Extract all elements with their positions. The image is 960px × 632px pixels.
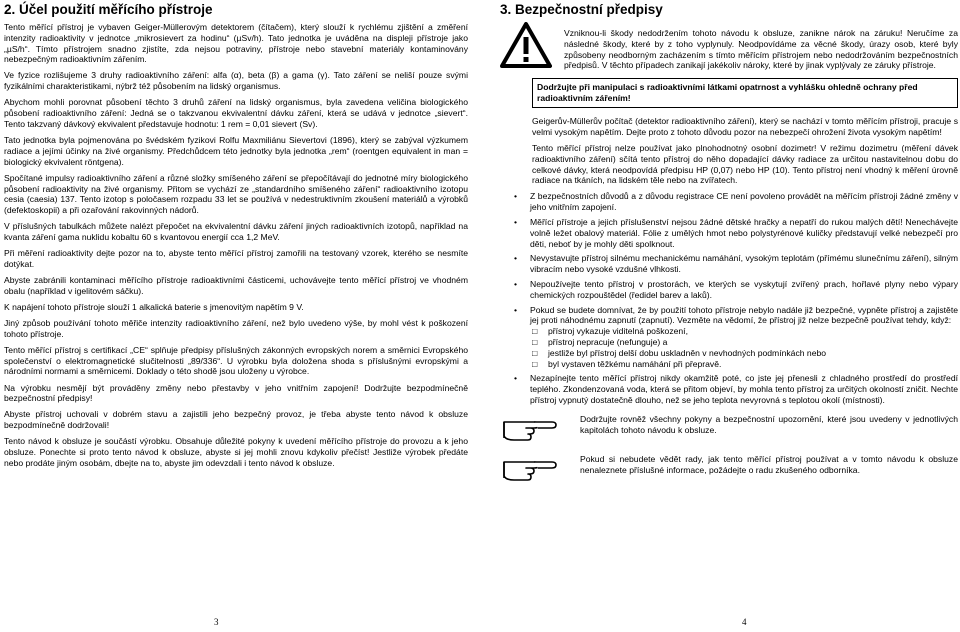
bullet-icon: • [514,217,518,228]
paragraph: Jiný způsob používání tohoto měřiče intenzity radioaktivního záření, než bylo uvedeno výše, by mohl vést k poškození tohoto přístroje. [4,318,468,339]
list-item: □ přístroj nepracuje (nefunguje) a [532,337,668,348]
page-number-right: 4 [742,617,747,627]
list-item: □ přístroj vykazuje viditelná poškození, [532,326,688,337]
paragraph: Na výrobku nesmějí být prováděny změny nebo přestavby v jeho vnitřním zapojení! Dodržujte bezpodmínečně bezpečnostní předpisy! [4,382,468,404]
list-item: • Nezapínejte tento měřící přístroj nikdy okamžitě poté, co jste jej přenesli z chladného prostředí do prostředí teplého. Zkondenzovaná voda, která se přitom objeví, by mohla tento přístroj za určitých okolností zničit. Nechte přístroj vypnutý dostatečně dlouho, než se jeho teplota nevyrovná s teplotou okolí (místnosti). [514,373,958,405]
list-item: • Pokud se budete domnívat, že by použití tohoto přístroje nebylo nadále již bezpečné, vypněte přístroj a zajistěte jej proti náhodnému zapnutí (zapnutí). Vezměte na vědomí, že přístroj již nelze bezpečně používat tehdy, když: [514,304,958,326]
warranty-warning-text: Vzniknou-li škody nedodržením tohoto návodu k obsluze, zanikne nárok na záruku! Neručíme za následné škody, které by z toho vyplynuly. Neodpovídáme za věcné škody, úrazy osob, které byly způsobeny neodborným zacházením s tímto měřícím přístrojem nebo nedodržováním bezpečnostních předpisů. V těchto případech zanikají jakékoliv nároky, které by jinak vyplývaly ze záruky přístroje. [564,28,958,71]
paragraph: Abyste přístroj uchovali v dobrém stavu a zajistili jeho bezpečný provoz, je třeba abyste tento návod k obsluze bezpodmínečně dodržovali! [4,409,468,431]
paragraph: Tento návod k obsluze je součástí výrobku. Obsahuje důležité pokyny k uvedení měřícího přístroje do provozu a k jeho obsluze. Ponechte si proto tento návod k obsluze, abyste si jej mohli znovu kdykoliv přečíst! Jestliže výrobek předáte nebo prodáte jiným osobám, dbejte na to, abyste jim odevzdali i tento návod k obsluze. [4,436,468,468]
note-text: Dodržujte rovněž všechny pokyny a bezpečnostní upozornění, které jsou uvedeny v jednotlivých kapitolách tohoto návodu k obsluze. [580,413,958,435]
paragraph: Abychom mohli porovnat působení těchto 3 druhů záření na lidský organismus, byla zavedena veličina biologického působení radioaktivního záření: Jedná se o takzvanou ekvivalentní dávku záření, která se udává v jednotce „sievert“. Tento takzvaný dávkový ekvivalent představuje hodnotu: 1 rem = 0,01 sievert (Sv). [4,97,468,129]
page-number-left: 3 [214,617,219,627]
safety-bullet-list [500,191,958,326]
list-item: • Měřící přístroje a jejich příslušenství nejsou žádné dětské hračky a nepatří do rukou malých dětí! Nenechávejte volně ležet obalový materiál. Fólie z umělých hmot nebo polystyrénové kuličky představují velké nebezpečí pro děti, neboť by je mohly děti spolknout. [514,217,958,249]
note-block-rules [500,410,958,444]
section-heading-purpose: 2. Účel použití měřícího přístroje [4,2,213,17]
paragraph: Tento měřící přístroj nelze používat jako plnohodnotný osobní dozimetr! V režimu dozimetru (měření dávek radioaktivního záření) sčítá tento přístroj do něho dopadající dávky radiace za určitou nastavitelnou dobu do celkové dávky, která neodpovídá předpisu HP (0,07) nebo HP (10). Tento přístroj není vhodný k měření úrovně radiace na tkáních, na lidském těle nebo na zvířatech. [532,142,958,186]
condition-sub-list [518,326,958,369]
list-item: • Z bezpečnostních důvodů a z důvodu registrace CE není povoleno provádět na měřícím přístroji žádné změny v jeho vnitřním zapojení. [514,191,958,213]
bullet-icon: • [514,304,518,315]
note-text: Pokud si nebudete vědět rady, jak tento měřící přístroj používat a v tomto návodu k obsluze nenaleznete příslušné informace, požádejte o radu zkušeného odborníka. [580,453,958,475]
bullet-icon: • [514,253,518,264]
checkbox-bullet-icon: □ [532,337,538,348]
paragraph: Při měření radioaktivity dejte pozor na to, abyste tento měřící přístroj zamořili na testovaný vzorek, kterého se nesmíte dotýkat. [4,248,468,269]
paragraph: Tento měřící přístroj s certifikací „CE“ splňuje předpisy příslušných zákonných evropských norem a směrnici Evropského společenství o elektromagnetické slučitelnosti „89/336“. U výrobku byla doložena shoda s příslušnými evropskými a národními normami a směrnicemi. Doklady o této shodě jsou uloženy u výrobce. [4,344,468,377]
paragraph: Ve fyzice rozlišujeme 3 druhy radioaktivního záření: alfa (α), beta (β) a gama (γ). Tato záření se neliší pouze svými fyzikálními charakteristikami, nýbrž též působením na lidský organismus. [4,70,468,92]
note-block-advice [500,450,958,484]
paragraph: V příslušných tabulkách můžete nalézt přepočet na ekvivalentní dávku záření jiných radioaktivních izotopů, například na kvanta záření gama nuklidu kobaltu 60 s kvantovou energií cca 1,2 MeV. [4,221,468,243]
list-item: • Nevystavujte přístroj silnému mechanickému namáhání, vysokým teplotám (přímému slunečnímu záření), silným vibracím nebo vysoké vzdušné vlhkosti. [514,253,958,275]
bullet-icon: • [514,191,518,202]
paragraph: Tato jednotka byla pojmenována po švédském fyzikovi Rolfu Maxmiliánu Sievertovi (1896), který se zabýval výzkumem radiace a jejími účinky na živé organismy. Předchůdcem této jednotky byla jednotka „rem“ (roentgen equivalent in man = biologický ekvivalent röntgena). [4,135,468,167]
right-page [500,0,958,484]
left-page [4,0,468,474]
list-item: □ byl vystaven těžkému namáhání při přepravě. [532,358,722,369]
checkbox-bullet-icon: □ [532,347,538,358]
pointing-hand-icon [500,410,560,444]
paragraph: Geigerův-Müllerův počítač (detektor radioaktivního záření), který se nachází v tomto měřícím přístroji, pracuje s velmi vysokým napětím. Dejte proto z tohoto důvodu pozor na nebezpečí ohrožení života vysokým napětím! [532,116,958,137]
paragraph: Abyste zabránili kontaminaci měřícího přístroje radioaktivními částicemi, uchovávejte tento měřící přístroj ve vhodném obalu (například v igelitovém sáčku). [4,275,468,296]
pointing-hand-icon [500,450,560,484]
bullet-icon: • [514,279,518,290]
warning-triangle-icon [500,22,552,68]
paragraph: K napájení tohoto přístroje slouží 1 alkalická baterie s jmenovitým napětím 9 V. [4,301,304,312]
bullet-icon: • [514,373,518,384]
list-item: • Nepoužívejte tento přístroj v prostorách, ve kterých se vyskytují zvířený prach, hořlavé plyny nebo výpary chemických rozpouštědel (ředidel barev a laků). [514,279,958,300]
list-item: □ jestliže byl přístroj delší dobu uskladněn v nevhodných podmínkách nebo [532,347,827,358]
paragraph: Spočítané impulsy radioaktivního záření a různé složky smíšeného záření se přepočítávají do jednotné míry biologického působení radioaktivity na živé organismy. Přitom se vychází ze „standardního smíšeného záření“ radioaktivního izotopu cesia (caesia) 137. Tento izotop s poločasem rozpadu 33 let se používá v nedestruktivním zkoušení materiálů a výrobků (defektoskopii) a při ozařování rakovinných nádorů. [4,172,468,216]
safety-bullet-list-2 [500,373,958,405]
checkbox-bullet-icon: □ [532,326,538,337]
checkbox-bullet-icon: □ [532,358,538,369]
radiation-caution-box: Dodržujte při manipulaci s radioaktivními látkami opatrnost a vyhlášku ohledně ochrany před radioaktivním zářením! [532,78,958,108]
paragraph: Tento měřící přístroj je vybaven Geiger-Müllerovým detektorem (čítačem), který slouží k rychlému zjištění a změření intenzity radioaktivity v jednotce „mikrosievert za hodinu“ (µSv/h). Tato jednotka je uváděna na displeji přístroje jako „µS/h“. Tímto přístrojem snadno zjistíte, zda nejsou potraviny, přístroje nebo stavební materiály kontaminovány nebezpečným radioaktivním zářením. [4,22,468,65]
section-heading-safety: 3. Bezpečnostní předpisy [500,2,663,17]
warning-block [500,22,958,76]
